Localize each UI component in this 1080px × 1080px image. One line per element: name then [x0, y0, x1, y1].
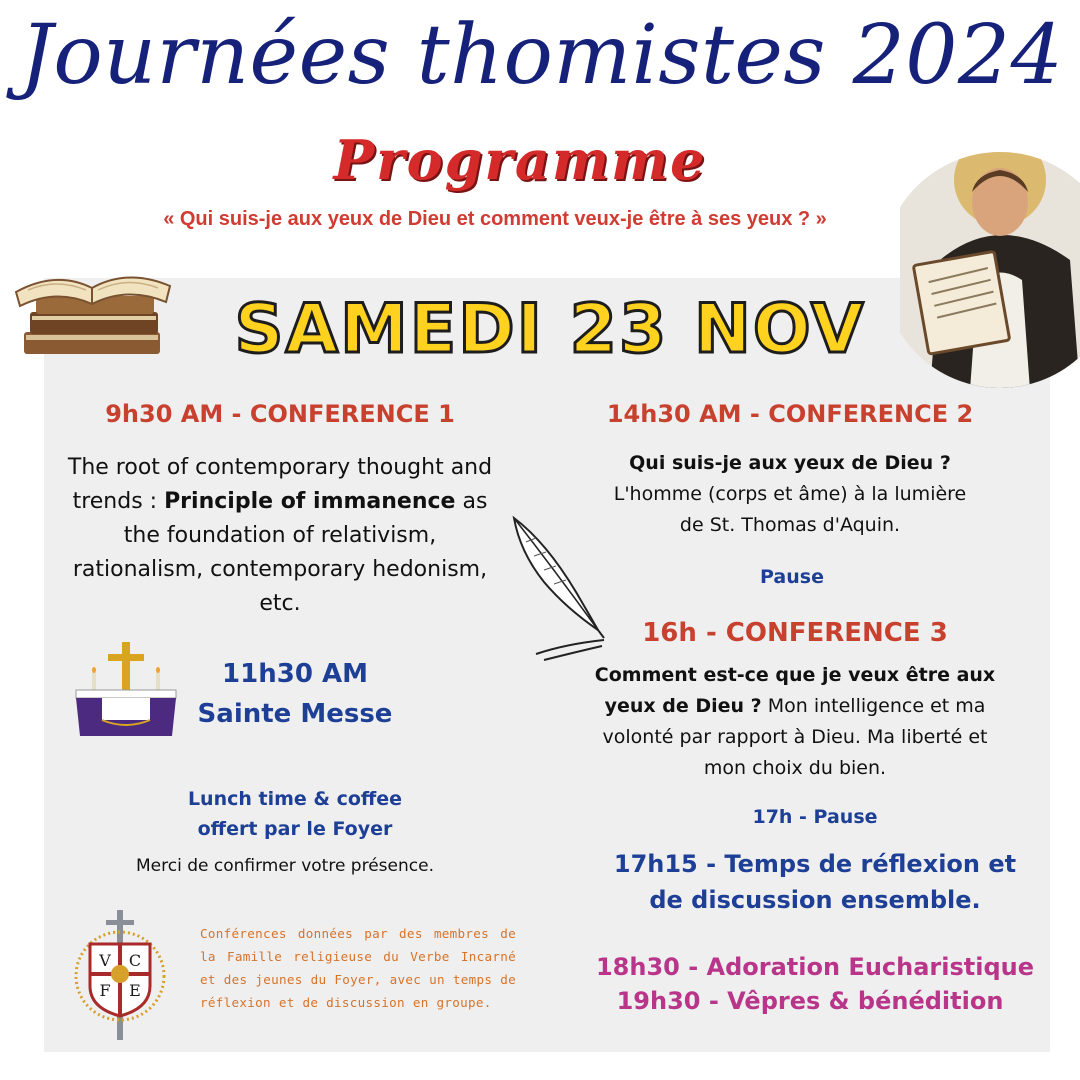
conference-2-description [560, 448, 1020, 541]
conference-3-heading: 16h - CONFERENCE 3 [642, 618, 948, 648]
reflection-line-2: de discussion ensemble. [649, 886, 981, 914]
credits-note: Conférences données par des membres de la Famille religieuse du Verbe Incarné et des jeunes du Foyer, avec un temps de réflexion et de discussion en groupe. [200, 926, 516, 1010]
reflection-line-1: 17h15 - Temps de réflexion et [613, 850, 1017, 878]
emblem-icon [72, 908, 168, 1044]
page-title: Journées thomistes 2024 [20, 8, 1064, 103]
lunch-line-1: Lunch time & coffee [187, 788, 403, 810]
day-heading: SAMEDI 23 NOV [234, 290, 866, 369]
pause-2: 17h - Pause [752, 806, 878, 828]
conference-2-line-1: L'homme (corps et âme) à la lumière [613, 483, 967, 505]
adoration-item: 18h30 - Adoration Eucharistique [595, 953, 1035, 981]
conference-1-text-bold: Principle of immanence [164, 489, 456, 514]
conference-2-question: Qui suis-je aux yeux de Dieu ? [629, 452, 951, 474]
conference-1-text-a: The root of contemporary thought and trends : [67, 455, 493, 514]
mass-time: 11h30 AM [222, 659, 368, 689]
confirm-note: Merci de confirmer votre présence. [136, 856, 434, 876]
emblem-letter-v: V [99, 951, 111, 970]
conference-1-description [60, 451, 500, 621]
vespers-item: 19h30 - Vêpres & bénédition [616, 987, 1004, 1015]
conference-3-line-4: mon choix du bien. [703, 757, 887, 779]
programme-heading: Programme [333, 128, 707, 192]
saint-thomas-portrait [900, 140, 1080, 390]
lunch-block [140, 784, 450, 844]
conference-3-description [550, 660, 1040, 784]
conference-3-bold-a: Comment est-ce que je veux être aux [594, 664, 996, 686]
conference-3-text-b: Mon intelligence et ma [761, 695, 986, 717]
conference-3-line-3: volonté par rapport à Dieu. Ma liberté et [602, 726, 988, 748]
mass-block [180, 654, 410, 734]
theme-question: « Qui suis-je aux yeux de Dieu et comment veux-je être à ses yeux ? » [163, 208, 827, 230]
emblem-letter-f: F [99, 981, 111, 1000]
conference-1-text-b: as the foundation of relativism, rationalism, contemporary hedonism, etc. [72, 489, 488, 616]
conference-2-line-2: de St. Thomas d'Aquin. [679, 514, 901, 536]
conference-2-heading: 14h30 AM - CONFERENCE 2 [606, 400, 974, 428]
mass-label: Sainte Messe [197, 699, 393, 729]
emblem-letter-e: E [129, 981, 141, 1000]
emblem-letter-c: C [128, 951, 142, 970]
reflection-block [590, 846, 1040, 918]
conference-1-heading: 9h30 AM - CONFERENCE 1 [105, 400, 455, 428]
lunch-line-2: offert par le Foyer [197, 818, 393, 840]
books-icon [6, 240, 176, 358]
altar-icon [72, 638, 180, 738]
pause-1: Pause [760, 566, 824, 588]
conference-3-bold-b: yeux de Dieu ? [604, 695, 762, 717]
